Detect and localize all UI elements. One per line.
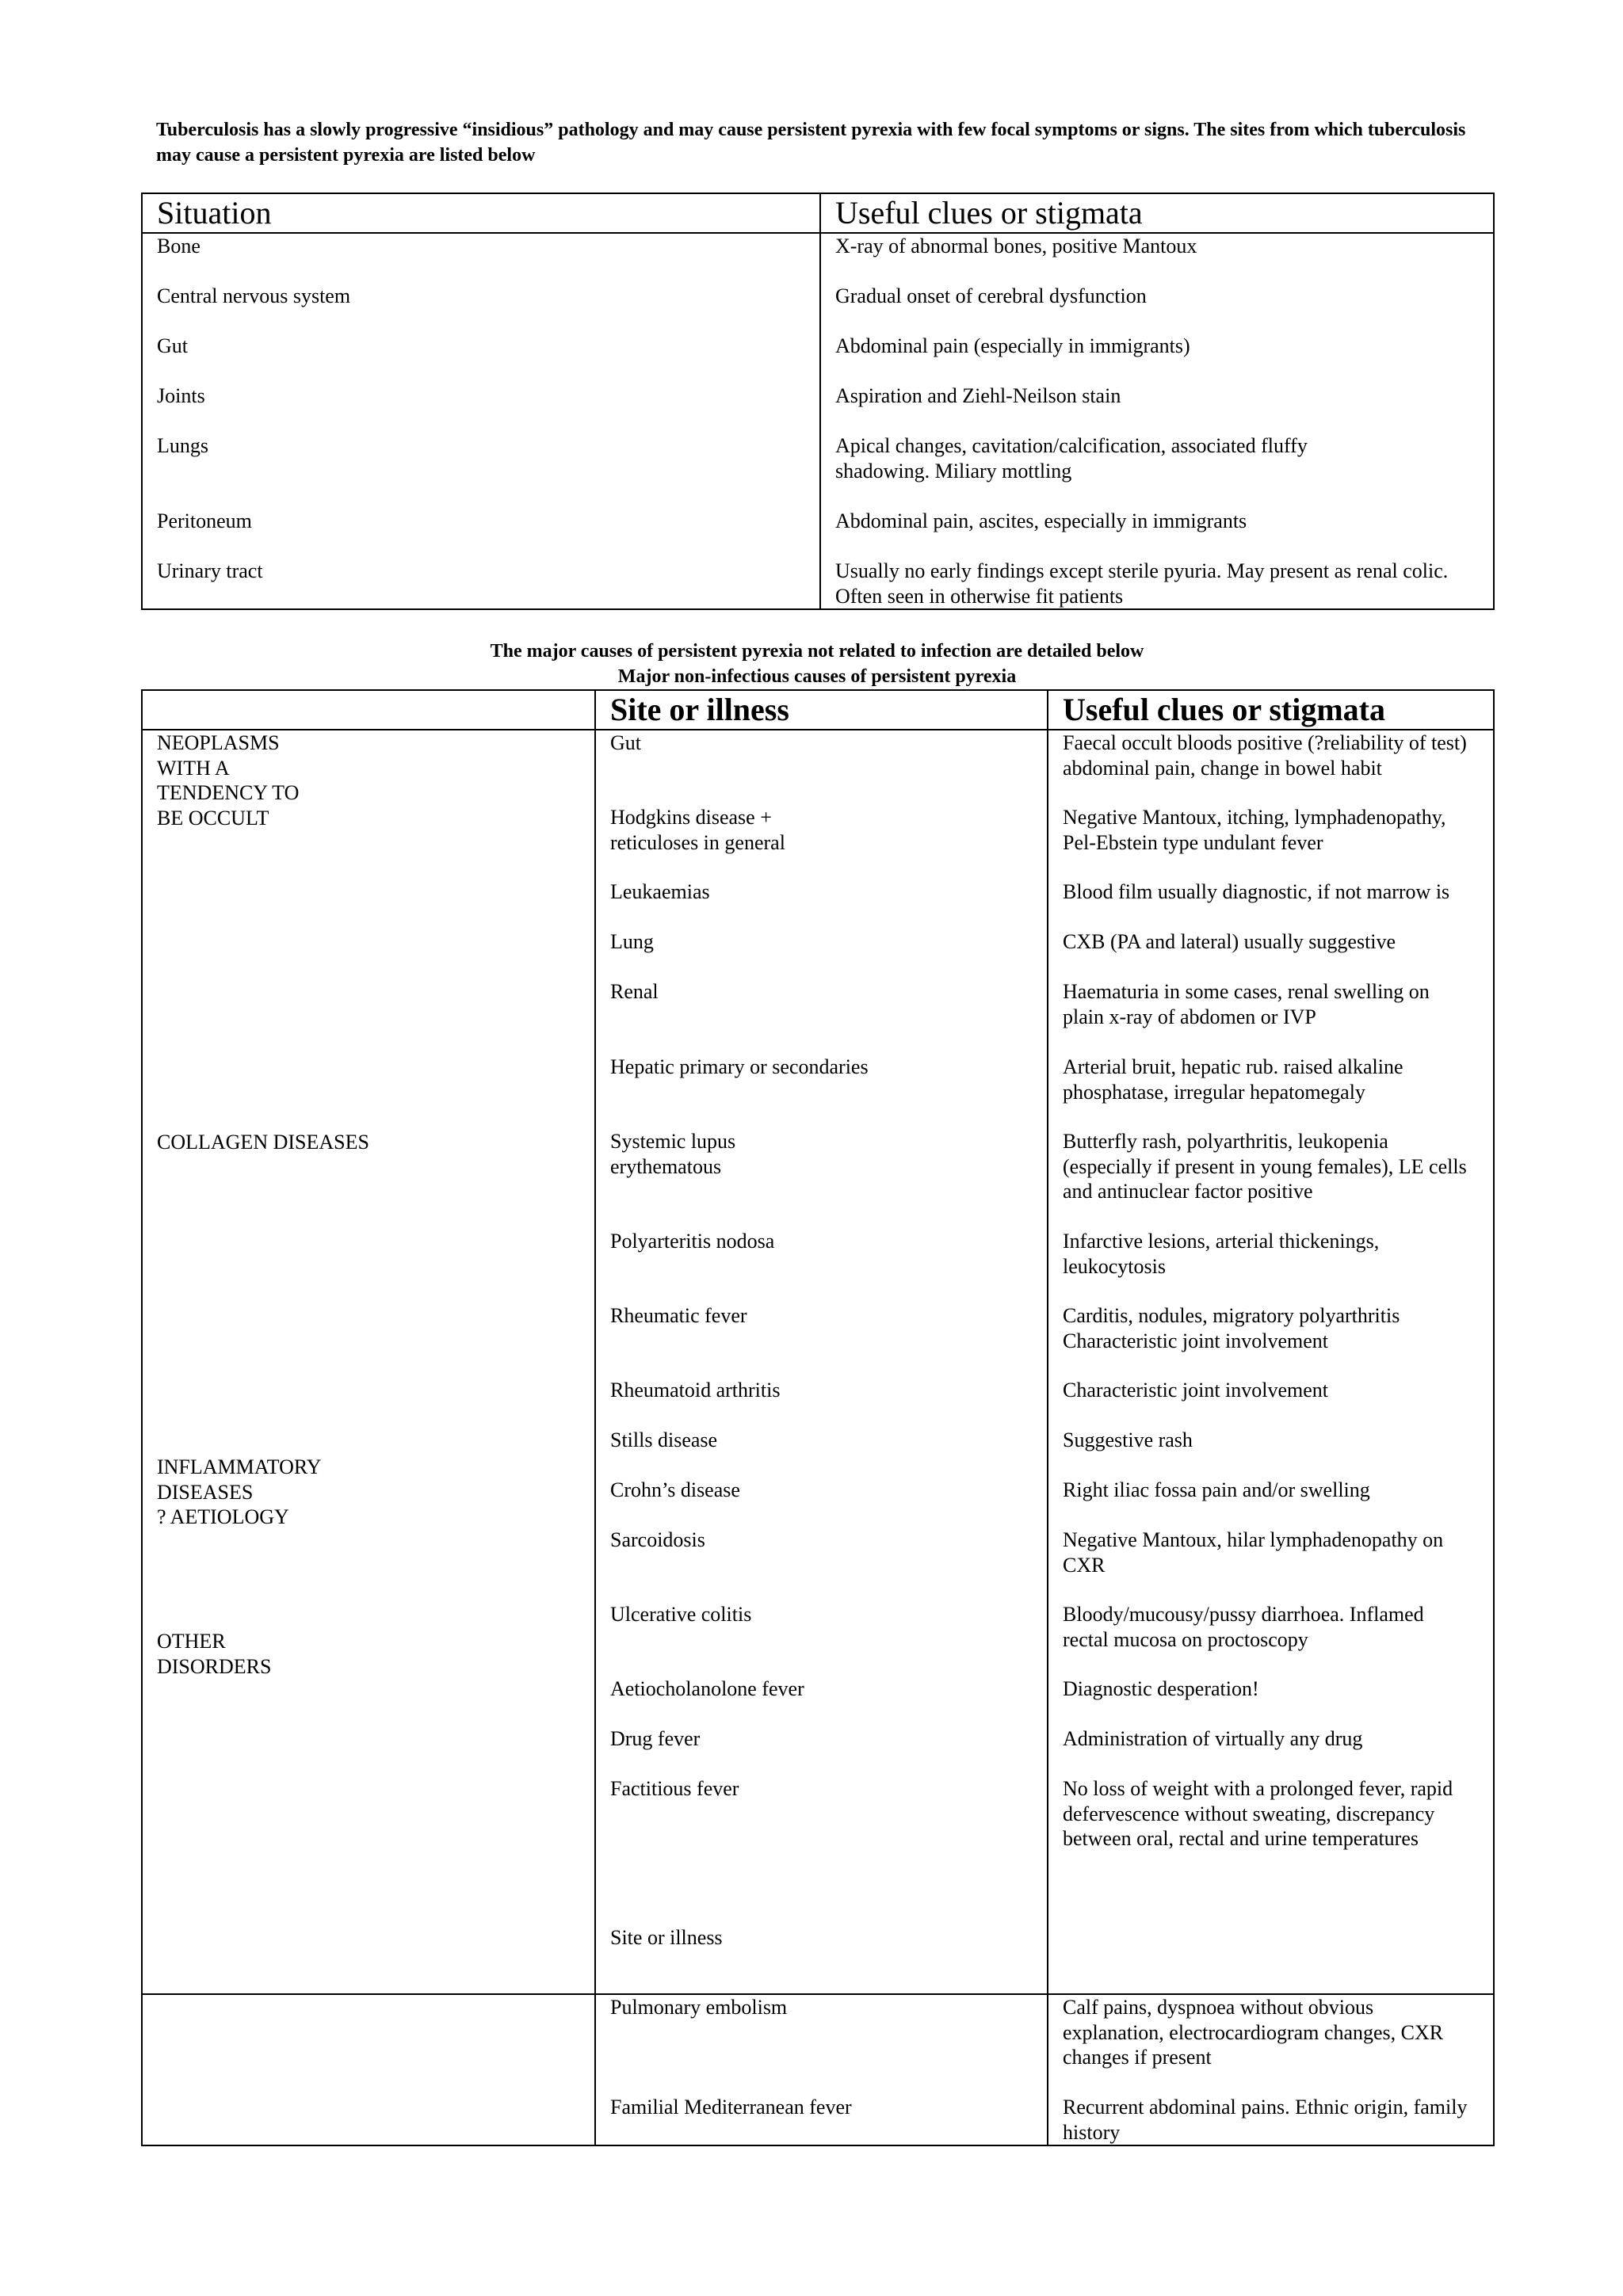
site-cell: Rheumatic fever — [610, 1304, 747, 1327]
clue-cell: No loss of weight with a prolonged fever, rapid defervescence without sweating, discrepancy between oral, rectal and urine temperatures — [1063, 1777, 1453, 1850]
site-cell: Stills disease — [610, 1428, 718, 1451]
site-cell: Hepatic primary or secondaries — [610, 1055, 869, 1078]
site-cell: Drug fever — [610, 1727, 701, 1750]
clue-cell: X-ray of abnormal bones, positive Mantoux — [835, 235, 1197, 257]
clue-cell: Right iliac fossa pain and/or swelling — [1063, 1478, 1370, 1501]
clues-column — [820, 233, 1494, 609]
clue-cell: CXB (PA and lateral) usually suggestive — [1063, 930, 1396, 953]
site-cell: Aetiocholanolone fever — [610, 1677, 804, 1700]
clue-cell: Negative Mantoux, hilar lymphadenopathy on CXR — [1063, 1528, 1444, 1577]
clue-cell: Calf pains, dyspnoea without obvious explanation, electrocardiogram changes, CXR changes if present — [1063, 1996, 1444, 2069]
table-body-row-continued — [142, 1994, 1494, 2145]
situation-cell: Urinary tract — [157, 559, 263, 582]
clues-column-continued — [1048, 1994, 1494, 2145]
clue-cell: Diagnostic desperation! — [1063, 1677, 1259, 1700]
table-body-row — [142, 730, 1494, 1994]
site-cell: Rheumatoid arthritis — [610, 1379, 781, 1402]
site-cell: Leukaemias — [610, 880, 710, 903]
site-cell: Polyarteritis nodosa — [610, 1230, 775, 1253]
clues-column — [1048, 730, 1494, 1994]
clue-cell: Bloody/mucousy/pussy diarrhoea. Inflamed rectal mucosa on proctoscopy — [1063, 1603, 1424, 1651]
site-cell: Ulcerative colitis — [610, 1603, 752, 1626]
clue-cell: Blood film usually diagnostic, if not marrow is — [1063, 880, 1450, 903]
situation-column — [142, 233, 820, 609]
tuberculosis-sites-table — [141, 193, 1495, 610]
clue-cell: Administration of virtually any drug — [1063, 1727, 1363, 1750]
site-column — [595, 730, 1048, 1994]
table-caption-non-infectious: Major non-infectious causes of persistent pyrexia — [617, 666, 1017, 687]
site-cell: Factitious fever — [610, 1777, 739, 1800]
table-header-row — [142, 690, 1494, 730]
clue-cell: Aspiration and Ziehl-Neilson stain — [835, 384, 1121, 407]
non-infectious-causes-table — [141, 689, 1495, 2146]
clue-cell: Suggestive rash — [1063, 1428, 1193, 1451]
header-useful-clues: Useful clues or stigmata — [1048, 690, 1494, 730]
header-category — [142, 690, 595, 730]
clue-cell: Usually no early findings except sterile pyuria. May present as renal colic. Often seen in otherwise fit patients — [835, 559, 1449, 608]
site-cell: Gut — [610, 731, 641, 754]
clue-cell: Gradual onset of cerebral dysfunction — [835, 284, 1147, 307]
site-cell: Familial Mediterranean fever — [610, 2096, 852, 2119]
situation-cell: Gut — [157, 334, 188, 357]
clue-cell: Recurrent abdominal pains. Ethnic origin, family history — [1063, 2096, 1468, 2144]
clue-cell: Carditis, nodules, migratory polyarthritis Characteristic joint involvement — [1063, 1304, 1400, 1352]
clue-cell: Haematuria in some cases, renal swelling on plain x-ray of abdomen or IVP — [1063, 980, 1430, 1028]
clue-cell: Arterial bruit, hepatic rub. raised alkaline phosphatase, irregular hepatomegaly — [1063, 1055, 1403, 1104]
table-header-row — [142, 193, 1494, 233]
group-neoplasms: NEOPLASMS WITH A TENDENCY TO BE OCCULT — [157, 731, 300, 830]
situation-cell: Joints — [157, 384, 205, 407]
site-cell: Renal — [610, 980, 659, 1003]
table-caption-major-causes: The major causes of persistent pyrexia not related to infection are detailed below — [490, 641, 1144, 662]
group-inflammatory-diseases: INFLAMMATORY DISEASES ? AETIOLOGY — [157, 1455, 322, 1528]
site-cell: Crohn’s disease — [610, 1478, 740, 1501]
group-other-disorders: OTHER DISORDERS — [157, 1630, 272, 1678]
site-cell: Site or illness — [610, 1926, 723, 1949]
site-cell: Systemic lupus erythematous — [610, 1130, 736, 1178]
situation-cell: Peritoneum — [157, 509, 252, 532]
intro-paragraph: Tuberculosis has a slowly progressive “insidious” pathology and may cause persistent pyrexia with few focal symptoms or signs. The sites from which tuberculosis may cause a persistent pyrexia are listed below — [156, 120, 1466, 166]
clue-cell: Butterfly rash, polyarthritis, leukopenia (especially if present in young females), LE cells and antinuclear factor positive — [1063, 1130, 1467, 1203]
category-column-continued — [142, 1994, 595, 2145]
site-column-continued — [595, 1994, 1048, 2145]
group-collagen-diseases: COLLAGEN DISEASES — [157, 1131, 369, 1154]
header-site-or-illness: Site or illness — [595, 690, 1048, 730]
clue-cell: Characteristic joint involvement — [1063, 1379, 1329, 1402]
clue-cell: Apical changes, cavitation/calcification, associated fluffy shadowing. Miliary mottling — [835, 434, 1308, 482]
header-useful-clues: Useful clues or stigmata — [820, 193, 1494, 233]
situation-cell: Lungs — [157, 434, 208, 457]
header-situation: Situation — [142, 193, 820, 233]
clue-cell: Infarctive lesions, arterial thickenings, leukocytosis — [1063, 1230, 1380, 1278]
site-cell: Lung — [610, 930, 654, 953]
clue-cell: Abdominal pain (especially in immigrants) — [835, 334, 1190, 357]
site-cell: Hodgkins disease + reticuloses in general — [610, 806, 785, 854]
site-cell: Sarcoidosis — [610, 1528, 705, 1551]
clue-cell: Negative Mantoux, itching, lymphadenopathy, Pel-Ebstein type undulant fever — [1063, 806, 1446, 854]
situation-cell: Bone — [157, 235, 200, 257]
category-column — [142, 730, 595, 1994]
site-cell: Pulmonary embolism — [610, 1996, 788, 2019]
situation-cell: Central nervous system — [157, 284, 351, 307]
table-body-row — [142, 233, 1494, 609]
clue-cell: Abdominal pain, ascites, especially in immigrants — [835, 509, 1247, 532]
clue-cell: Faecal occult bloods positive (?reliability of test) abdominal pain, change in bowel habit — [1063, 731, 1467, 780]
